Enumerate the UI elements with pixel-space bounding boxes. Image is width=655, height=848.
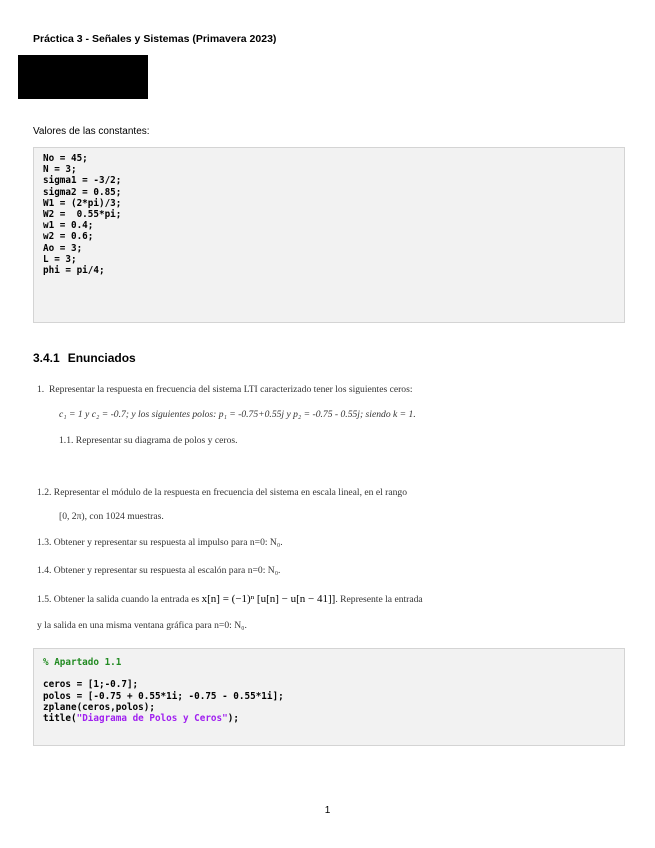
code-line: N = 3; bbox=[43, 164, 77, 176]
code-line: polos = [-0.75 + 0.55*1i; -0.75 - 0.55*1i]; bbox=[43, 690, 284, 702]
code-line: W1 = (2*pi)/3; bbox=[43, 197, 122, 209]
statement-1-line-1 bbox=[37, 384, 413, 395]
code-comment: % Apartado 1.1 bbox=[43, 657, 122, 668]
code-line: sigma1 = -3/2; bbox=[43, 175, 122, 187]
statement-1-1: 1.1. Representar su diagrama de polos y ceros. bbox=[59, 435, 238, 446]
statement-1-5-text: 1.5. Obtener la salida cuando la entrada es bbox=[37, 594, 202, 605]
statement-1-3: 1.3. Obtener y representar su respuesta al impulso para n=0: N₀. bbox=[37, 537, 283, 548]
code-line: No = 45; bbox=[43, 153, 88, 164]
code-line: w2 = 0.6; bbox=[43, 231, 94, 243]
code-line: zplane(ceros,polos); bbox=[43, 701, 155, 713]
code-line bbox=[43, 713, 615, 724]
redacted-block bbox=[18, 55, 148, 99]
code-fn-close: ); bbox=[227, 712, 239, 724]
code-line: ceros = [1;-0.7]; bbox=[43, 679, 139, 691]
statement-1-number: 1. bbox=[37, 384, 45, 395]
statement-1-line-2 bbox=[59, 409, 416, 420]
poles-text: p₁ = -0.75+0.55j y p₂ = -0.75 - 0.55j; siendo k = 1. bbox=[218, 409, 416, 420]
code-fn: title( bbox=[43, 712, 77, 724]
code-line: Ao = 3; bbox=[43, 242, 83, 254]
statement-1-2-line-1: 1.2. Representar el módulo de la respuesta en frecuencia del sistema en escala lineal, en el rango bbox=[37, 487, 408, 498]
code-string: "Diagrama de Polos y Ceros" bbox=[76, 712, 228, 724]
section-title: Enunciados bbox=[67, 351, 136, 365]
code-block-apartado-1-1 bbox=[33, 648, 625, 746]
section-number: 3.4.1 bbox=[33, 351, 60, 365]
zeros-text: c₁ = 1 y c₂ = -0.7; y los siguientes polos: bbox=[59, 409, 219, 420]
statement-1-5-tail: . Represente la entrada bbox=[335, 594, 423, 605]
code-line: L = 3; bbox=[43, 253, 77, 265]
page-title: Práctica 3 - Señales y Sistemas (Primavera 2023) bbox=[33, 33, 277, 45]
statement-1-text: Representar la respuesta en frecuencia del sistema LTI caracterizado tener los siguientes ceros: bbox=[49, 384, 413, 395]
code-line: w1 = 0.4; bbox=[43, 220, 94, 232]
section-heading bbox=[33, 351, 136, 365]
input-signal-formula: x[n] = (−1)ⁿ [u[n] − u[n − 41]] bbox=[201, 593, 336, 605]
constants-code-block bbox=[33, 147, 625, 323]
code-line: phi = pi/4; bbox=[43, 264, 105, 276]
statement-1-4: 1.4. Obtener y representar su respuesta al escalón para n=0: N₀. bbox=[37, 565, 281, 576]
code-line: sigma2 = 0.85; bbox=[43, 186, 122, 198]
statement-1-2-line-2: [0, 2π), con 1024 muestras. bbox=[59, 511, 164, 522]
code-line: W2 = 0.55*pi; bbox=[43, 208, 122, 220]
statement-1-5-line-1 bbox=[37, 593, 423, 605]
constants-label: Valores de las constantes: bbox=[33, 126, 150, 137]
statement-1-5-line-2: y la salida en una misma ventana gráfica para n=0: N₀. bbox=[37, 620, 247, 631]
code-blank-line bbox=[43, 668, 615, 679]
page-number: 1 bbox=[324, 805, 331, 816]
